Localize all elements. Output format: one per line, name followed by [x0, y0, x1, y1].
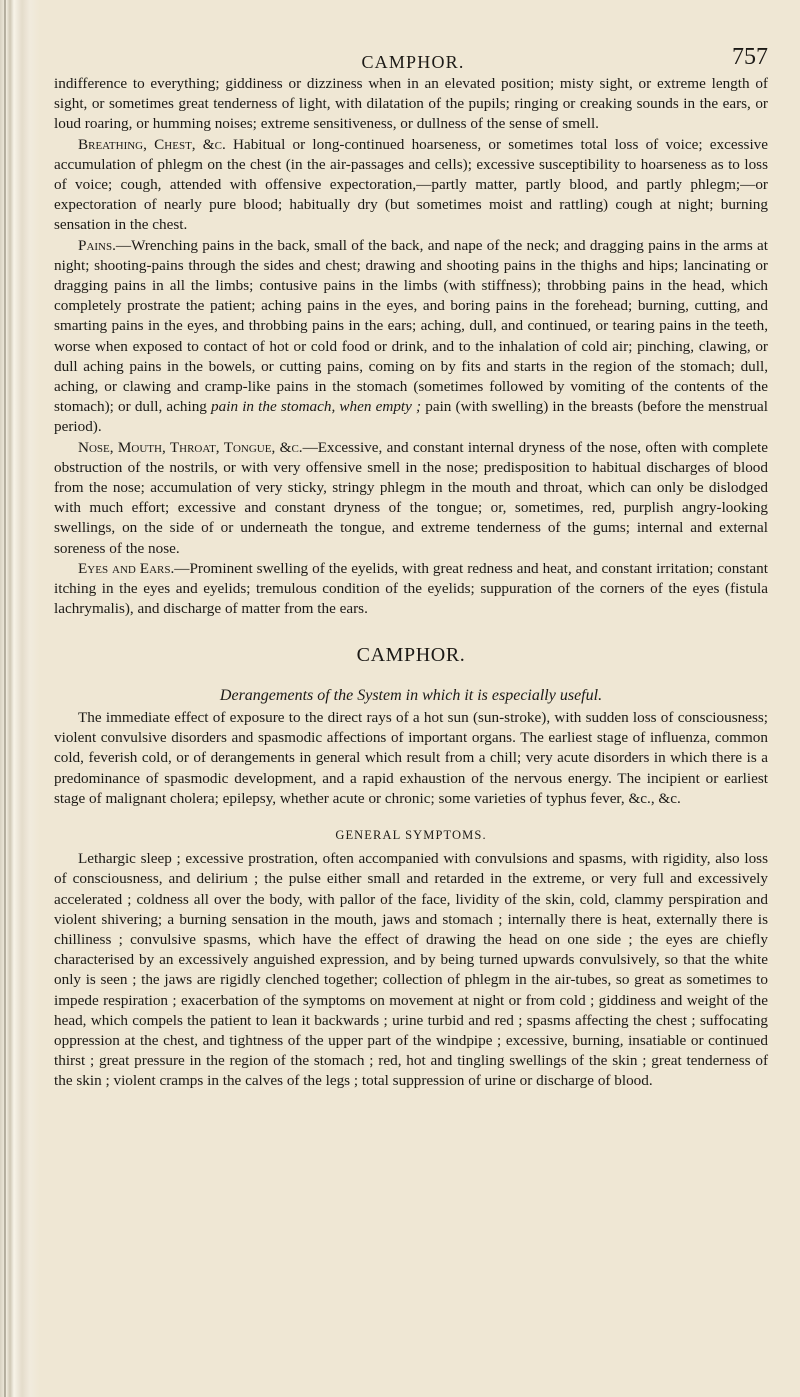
- opening-paragraph: indifference to everything; giddiness or dizziness when in an elevated position; misty sight, or extreme length of sight, or sometimes great tenderness of light, with dilatation of the pupils; ringing or creaking sounds in the ears, or loud roaring, or humming noises; extreme sensitiveness, or dullness of the sense of smell.: [54, 75, 768, 133]
- book-page: [50, 0, 776, 1397]
- page-number: 757: [732, 44, 768, 70]
- nose-mouth-text: —Excessive, and constant internal dryness of the nose, often with complete obstruction of the nostrils, or with very offensive smell in the nose; predisposition to habitual discharges of blood from the nose; accumulation of very sticky, stringy phlegm in the mouth and throat, which can only be dislodged with much effort; excessive and constant dryness of the tongue; or, sometimes, red, purplish angry-looking swellings, on the side of or underneath the tongue, and extreme tenderness of the gums; internal and external soreness of the nose.: [54, 438, 768, 557]
- breathing-chest-paragraph: [54, 135, 768, 236]
- eyes-ears-text: —Prominent swelling of the eyelids, with great redness and heat, and constant irritation; constant itching in the eyes and eyelids; tremulous condition of the eyelids; suppuration of the corners of the eyes (fistula lachrymalis), and discharge of matter from the ears.: [54, 559, 768, 618]
- book-binding-edge: [0, 0, 40, 1397]
- running-head: CAMPHOR.: [361, 52, 465, 72]
- general-symptoms-heading: GENERAL SYMPTOMS.: [335, 827, 487, 842]
- camphor-section-title: CAMPHOR.: [356, 644, 466, 667]
- nose-mouth-paragraph: [54, 438, 768, 559]
- breathing-chest-heading: Breathing, Chest, &c.: [78, 135, 226, 153]
- camphor-derangements-paragraph: The immediate effect of exposure to the direct rays of a hot sun (sun-stroke), with sudden loss of consciousness; violent convulsive disorders and spasmodic affections of important organs. The earliest stage of influenza, common cold, feverish cold, or of derangements in general which result from a chill; very acute disorders in which there is a predominance of spasmodic development, and a rapid exhaustion of the nervous energy. The incipient or earliest stage of malignant cholera; epilepsy, whether acute or chronic; some varieties of typhus fever, &c., &c.: [54, 708, 768, 807]
- page-header: [50, 0, 776, 74]
- camphor-subtitle: Derangements of the System in which it is especially useful.: [219, 686, 603, 704]
- eyes-ears-heading: Eyes and Ears.: [78, 559, 175, 577]
- pains-italic-text: pain in the stomach, when empty ;: [211, 398, 422, 416]
- pains-text-after: pain (with swelling) in the breasts (before the menstrual period).: [54, 398, 768, 436]
- nose-mouth-heading: Nose, Mouth, Throat, Tongue, &c.: [78, 438, 303, 456]
- pains-paragraph: [54, 236, 768, 438]
- page-body: [54, 74, 768, 1092]
- pains-heading: Pains.: [78, 236, 116, 254]
- general-symptoms-paragraph: Lethargic sleep ; excessive prostration, often accompanied with convulsions and spasms, with rigidity, also loss of consciousness, and delirium ; the pulse either small and retarded in the extreme, or very full and excessively accelerated ; coldness all over the body, with pallor of the face, lividity of the skin, cold, clammy perspiration and violent shivering; a burning sensation in the mouth, jaws and stomach ; internally there is heat, externally there is chilliness ; convulsive spasms, which have the effect of drawing the head on one side ; the eyes are chiefly characterised by an excessively anguished expression, and by being turned upwards convulsively, so that the white only is seen ; the jaws are rigidly clenched together; collection of phlegm in the air-tubes, so great as sometimes to impede respiration ; exacerbation of the symptoms on movement at night or from cold ; giddiness and weight of the head, which compels the patient to lean it backwards ; urine turbid and red ; spasms affecting the chest ; suffocating oppression at the chest, and tightness of the upper part of the windpipe ; excessive, burning, insatiable or continued thirst ; great pressure in the region of the stomach ; red, hot and tingling swellings of the skin ; great tenderness of the skin ; violent cramps in the calves of the legs ; total suppression of urine or discharge of blood.: [54, 850, 768, 1090]
- pains-text-before: —Wrenching pains in the back, small of the back, and nape of the neck; and dragging pains in the arms at night; shooting-pains through the sides and chest; drawing and shooting pains in the thighs and hips; lancinating or dragging pains in all the limbs; contusive pains in the limbs (with stiffness); throbbing pains in the head, which completely prostrate the patient; aching pains in the eyes, and boring pains in the forehead; burning, cutting, and smarting pains in the eyes, and throbbing pains in the ears; aching, dull, and continued, or tearing pains in the teeth, worse when exposed to contact of hot or cold food or drink, and to the inhalation of cold air; pinching, clawing, or dull aching pains in the bowels, or cutting pains, coming on by fits and starts in the region of the stomach; dull, aching, or clawing and cramp-like pains in the stomach (sometimes followed by vomiting of the contents of the stomach); or dull, aching: [54, 236, 768, 416]
- breathing-chest-text: Habitual or long-continued hoarseness, or sometimes total loss of voice; excessive accumulation of phlegm on the chest (in the air-passages and cells); excessive susceptibility to hoarseness as to loss of voice; cough, attended with offensive expectoration,—partly matter, partly blood, and partly phlegm;—or expectoration of nearly pure blood; habitually dry (but sometimes moist and rattling) cough at night; burning sensation in the chest.: [54, 135, 768, 234]
- eyes-ears-paragraph: [54, 559, 768, 620]
